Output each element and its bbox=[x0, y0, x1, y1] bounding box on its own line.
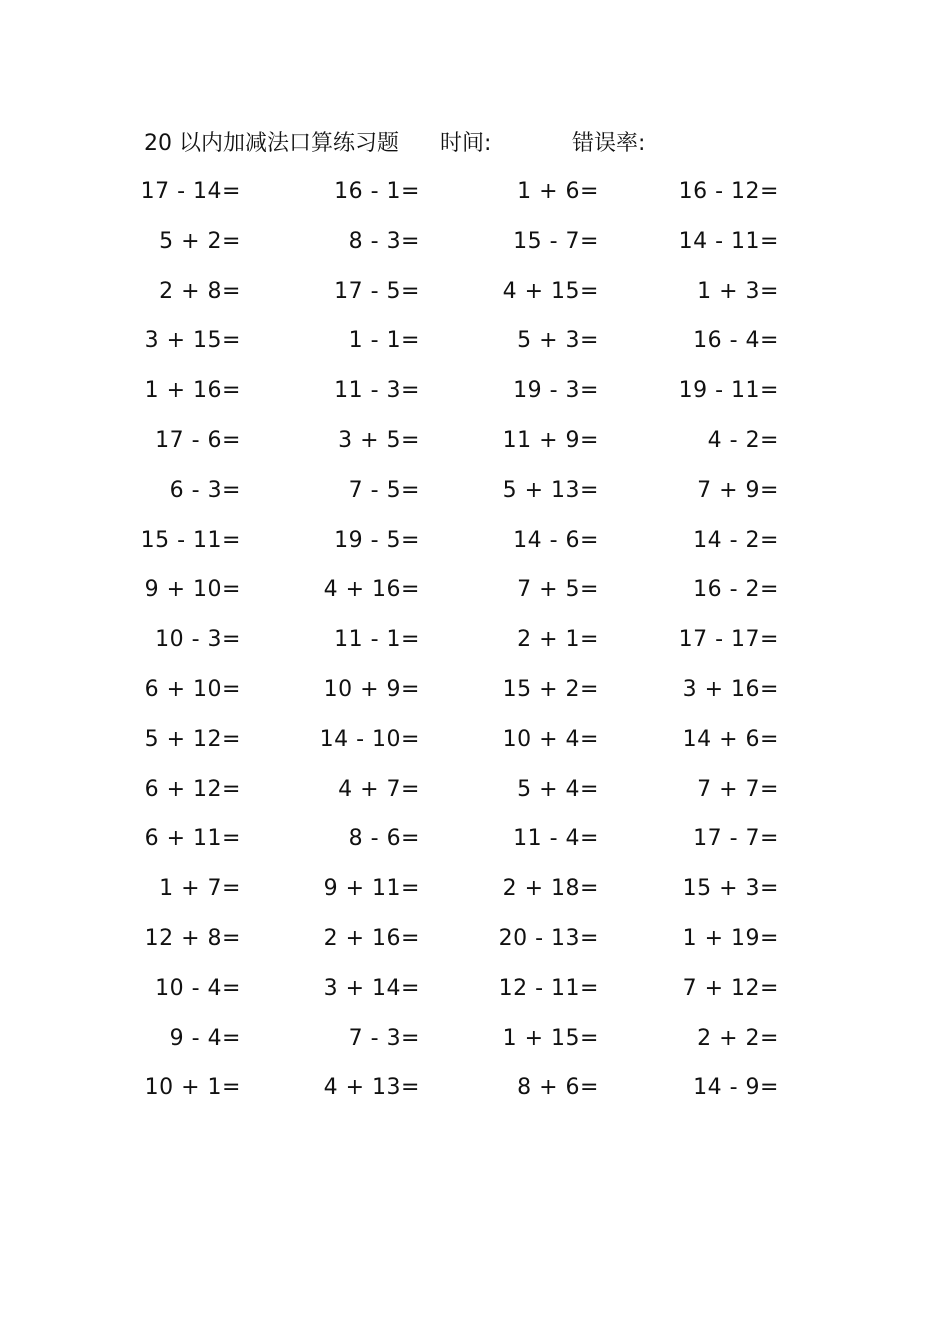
math-problem: 11 - 1= bbox=[334, 627, 420, 653]
math-problem: 10 + 4= bbox=[502, 726, 599, 752]
math-problem: 14 - 6= bbox=[513, 527, 599, 553]
math-problem: 10 - 4= bbox=[155, 975, 241, 1001]
math-problem: 10 + 9= bbox=[323, 677, 420, 702]
problem-row bbox=[0, 471, 950, 511]
worksheet-title: 20 以内加减法口算练习题 bbox=[144, 131, 399, 156]
math-problem: 8 - 6= bbox=[348, 826, 420, 852]
math-problem: 16 - 2= bbox=[693, 577, 779, 603]
math-problem: 1 + 6= bbox=[517, 179, 599, 204]
math-problem: 11 - 4= bbox=[513, 826, 599, 852]
math-problem: 10 + 1= bbox=[144, 1075, 241, 1101]
math-problem: 5 + 2= bbox=[159, 228, 241, 254]
problem-row bbox=[0, 570, 950, 610]
math-problem: 4 + 15= bbox=[502, 278, 599, 304]
math-problem: 17 - 5= bbox=[334, 278, 420, 304]
math-problem: 3 + 15= bbox=[144, 328, 241, 354]
math-problem: 17 - 7= bbox=[693, 826, 779, 852]
math-problem: 12 + 8= bbox=[144, 926, 241, 951]
math-problem: 5 + 3= bbox=[517, 328, 599, 354]
problem-row bbox=[0, 421, 950, 461]
math-problem: 8 - 3= bbox=[348, 228, 420, 254]
math-problem: 7 - 5= bbox=[348, 477, 420, 503]
problem-row bbox=[0, 521, 950, 561]
math-problem: 1 + 7= bbox=[159, 876, 241, 902]
problem-row bbox=[0, 919, 950, 959]
math-problem: 6 + 12= bbox=[144, 776, 241, 802]
problem-row bbox=[0, 670, 950, 710]
math-problem: 15 + 2= bbox=[502, 677, 599, 702]
math-problem: 2 + 8= bbox=[159, 278, 241, 304]
math-problem: 7 + 7= bbox=[697, 776, 779, 802]
math-problem: 19 - 11= bbox=[678, 378, 779, 404]
math-problem: 6 - 3= bbox=[169, 477, 241, 503]
time-label: 时间: bbox=[440, 131, 492, 156]
problem-row bbox=[0, 222, 950, 262]
error-rate-label: 错误率: bbox=[572, 131, 646, 156]
math-problem: 14 - 2= bbox=[693, 527, 779, 553]
math-problem: 5 + 13= bbox=[502, 477, 599, 503]
math-problem: 7 + 12= bbox=[682, 975, 779, 1001]
problem-row bbox=[0, 969, 950, 1009]
math-problem: 14 - 9= bbox=[693, 1075, 779, 1101]
math-problem: 15 - 11= bbox=[140, 527, 241, 553]
math-problem: 16 - 4= bbox=[693, 328, 779, 354]
math-problem: 9 + 11= bbox=[323, 876, 420, 902]
math-problem: 4 - 2= bbox=[707, 428, 779, 453]
math-problem: 6 + 10= bbox=[144, 677, 241, 702]
math-problem: 4 + 16= bbox=[323, 577, 420, 603]
math-problem: 2 + 1= bbox=[517, 627, 599, 653]
math-problem: 14 - 10= bbox=[319, 726, 420, 752]
math-problem: 1 + 16= bbox=[144, 378, 241, 404]
problem-row bbox=[0, 371, 950, 411]
math-problem: 5 + 4= bbox=[517, 776, 599, 802]
math-problem: 11 - 3= bbox=[334, 378, 420, 404]
math-problem: 3 + 5= bbox=[338, 428, 420, 453]
math-problem: 7 + 5= bbox=[517, 577, 599, 603]
math-problem: 8 + 6= bbox=[517, 1075, 599, 1101]
problem-row bbox=[0, 1068, 950, 1108]
math-problem: 16 - 1= bbox=[334, 179, 420, 204]
math-problem: 15 + 3= bbox=[682, 876, 779, 902]
math-problem: 19 - 5= bbox=[334, 527, 420, 553]
math-problem: 1 + 19= bbox=[682, 926, 779, 951]
math-problem: 16 - 12= bbox=[678, 179, 779, 204]
problem-row bbox=[0, 272, 950, 312]
math-problem: 2 + 2= bbox=[697, 1025, 779, 1051]
math-problem: 3 + 14= bbox=[323, 975, 420, 1001]
problem-row bbox=[0, 1019, 950, 1059]
math-problem: 11 + 9= bbox=[502, 428, 599, 453]
math-problem: 2 + 16= bbox=[323, 926, 420, 951]
math-problem: 1 - 1= bbox=[348, 328, 420, 354]
math-problem: 4 + 13= bbox=[323, 1075, 420, 1101]
math-problem: 17 - 6= bbox=[155, 428, 241, 453]
math-problem: 1 + 15= bbox=[502, 1025, 599, 1051]
math-problem: 9 - 4= bbox=[169, 1025, 241, 1051]
problem-row bbox=[0, 620, 950, 660]
math-problem: 10 - 3= bbox=[155, 627, 241, 653]
math-problem: 9 + 10= bbox=[144, 577, 241, 603]
math-problem: 3 + 16= bbox=[682, 677, 779, 702]
math-problem: 5 + 12= bbox=[144, 726, 241, 752]
math-problem: 12 - 11= bbox=[498, 975, 599, 1001]
math-problem: 20 - 13= bbox=[498, 926, 599, 951]
problem-row bbox=[0, 819, 950, 859]
math-problem: 17 - 14= bbox=[140, 179, 241, 204]
problem-row bbox=[0, 321, 950, 361]
math-problem: 14 + 6= bbox=[682, 726, 779, 752]
problem-row bbox=[0, 720, 950, 760]
problem-row bbox=[0, 770, 950, 810]
math-problem: 14 - 11= bbox=[678, 228, 779, 254]
math-problem: 2 + 18= bbox=[502, 876, 599, 902]
math-problem: 7 + 9= bbox=[697, 477, 779, 503]
problem-row bbox=[0, 869, 950, 909]
problem-row bbox=[0, 172, 950, 212]
math-problem: 6 + 11= bbox=[144, 826, 241, 852]
math-problem: 17 - 17= bbox=[678, 627, 779, 653]
math-problem: 19 - 3= bbox=[513, 378, 599, 404]
math-problem: 4 + 7= bbox=[338, 776, 420, 802]
math-problem: 1 + 3= bbox=[697, 278, 779, 304]
math-problem: 15 - 7= bbox=[513, 228, 599, 254]
math-problem: 7 - 3= bbox=[348, 1025, 420, 1051]
